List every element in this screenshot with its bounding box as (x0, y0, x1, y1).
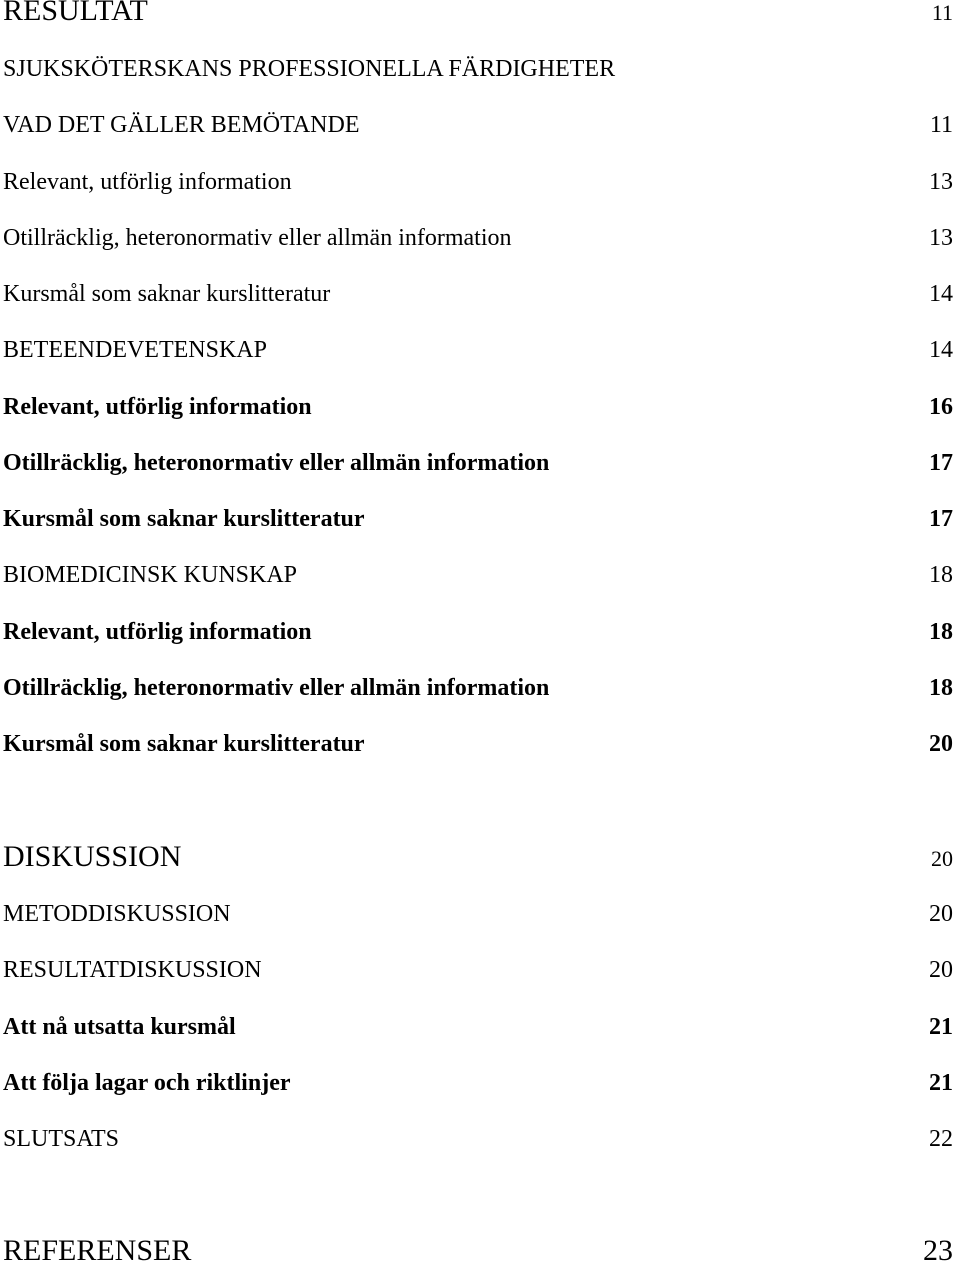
toc-entry-page: 14 (929, 337, 953, 363)
toc-entry-page: 21 (929, 1070, 953, 1096)
toc-entry-label: Kursmål som saknar kurslitteratur (3, 731, 365, 757)
toc-entry-page: 11 (929, 112, 953, 138)
toc-entry-page: 13 (929, 169, 953, 195)
toc-entry-page: 21 (929, 1014, 953, 1040)
toc-entry-label: SJUKSKÖTERSKANS PROFESSIONELLA FÄRDIGHETER (3, 56, 616, 82)
toc-entry-page: 18 (929, 619, 953, 645)
toc-entry-page: 18 (929, 675, 953, 701)
toc-entry-label: Att nå utsatta kursmål (3, 1014, 236, 1040)
toc-entry-label: SLUTSATS (3, 1126, 120, 1152)
toc-entry-referenser[interactable] (3, 1234, 953, 1268)
toc-entry-diskussion[interactable] (3, 840, 953, 874)
toc-entry-page: 20 (929, 957, 953, 983)
toc-entry-page: 22 (929, 1126, 953, 1152)
toc-entry-metoddiskussion[interactable] (3, 901, 953, 928)
toc-entry-kursmal-1[interactable] (3, 281, 953, 308)
toc-entry-label: DISKUSSION (3, 840, 182, 873)
toc-entry-label: RESULTATDISKUSSION (3, 957, 262, 983)
toc-entry-bemotande[interactable] (3, 112, 953, 139)
toc-entry-page: 13 (929, 225, 953, 251)
toc-entry-slutsats[interactable] (3, 1126, 953, 1153)
toc-entry-otillracklig-2[interactable] (3, 450, 953, 477)
toc-entry-biomedicinsk-kunskap[interactable] (3, 562, 953, 589)
toc-entry-otillracklig-1[interactable] (3, 225, 953, 252)
toc-entry-label: BIOMEDICINSK KUNSKAP (3, 562, 298, 588)
toc-entry-relevant-1[interactable] (3, 169, 953, 196)
toc-entry-label: Kursmål som saknar kurslitteratur (3, 281, 331, 307)
toc-entry-label: VAD DET GÄLLER BEMÖTANDE (3, 112, 360, 138)
toc-entry-relevant-3[interactable] (3, 619, 953, 646)
toc-entry-label: Otillräcklig, heteronormativ eller allmän information (3, 450, 550, 476)
toc-entry-page: 20 (931, 846, 953, 871)
toc-entry-resultatdiskussion[interactable] (3, 957, 953, 984)
toc-entry-label: Relevant, utförlig information (3, 394, 312, 420)
toc-entry-professionella-fardigheter[interactable] (3, 56, 953, 83)
toc-entry-label: Kursmål som saknar kurslitteratur (3, 506, 365, 532)
toc-entry-label: RESULTAT (3, 0, 148, 27)
toc-entry-kursmal-2[interactable] (3, 506, 953, 533)
toc-entry-page: 23 (923, 1234, 953, 1267)
toc-entry-utsatta-kursmal[interactable] (3, 1014, 953, 1041)
toc-entry-label: Att följa lagar och riktlinjer (3, 1070, 291, 1096)
toc-entry-label: Otillräcklig, heteronormativ eller allmän information (3, 675, 550, 701)
toc-entry-resultat[interactable] (3, 0, 953, 28)
toc-entry-page: 14 (929, 281, 953, 307)
toc-entry-page: 20 (929, 901, 953, 927)
toc-entry-label: BETEENDEVETENSKAP (3, 337, 267, 363)
toc-entry-otillracklig-3[interactable] (3, 675, 953, 702)
toc-entry-label: Otillräcklig, heteronormativ eller allmän information (3, 225, 512, 251)
toc-entry-label: REFERENSER (3, 1234, 192, 1267)
toc-entry-page: 17 (929, 450, 953, 476)
toc-entry-beteendevetenskap[interactable] (3, 337, 953, 364)
toc-entry-label: Relevant, utförlig information (3, 619, 312, 645)
toc-entry-page: 20 (929, 731, 953, 757)
toc-entry-relevant-2[interactable] (3, 394, 953, 421)
toc-entry-page: 17 (929, 506, 953, 532)
toc-entry-page: 18 (929, 562, 953, 588)
toc-entry-lagar-riktlinjer[interactable] (3, 1070, 953, 1097)
toc-entry-kursmal-3[interactable] (3, 731, 953, 758)
toc-entry-page: 11 (931, 0, 953, 25)
toc-entry-label: Relevant, utförlig information (3, 169, 292, 195)
toc-entry-label: METODDISKUSSION (3, 901, 231, 927)
toc-entry-page: 16 (929, 394, 953, 420)
